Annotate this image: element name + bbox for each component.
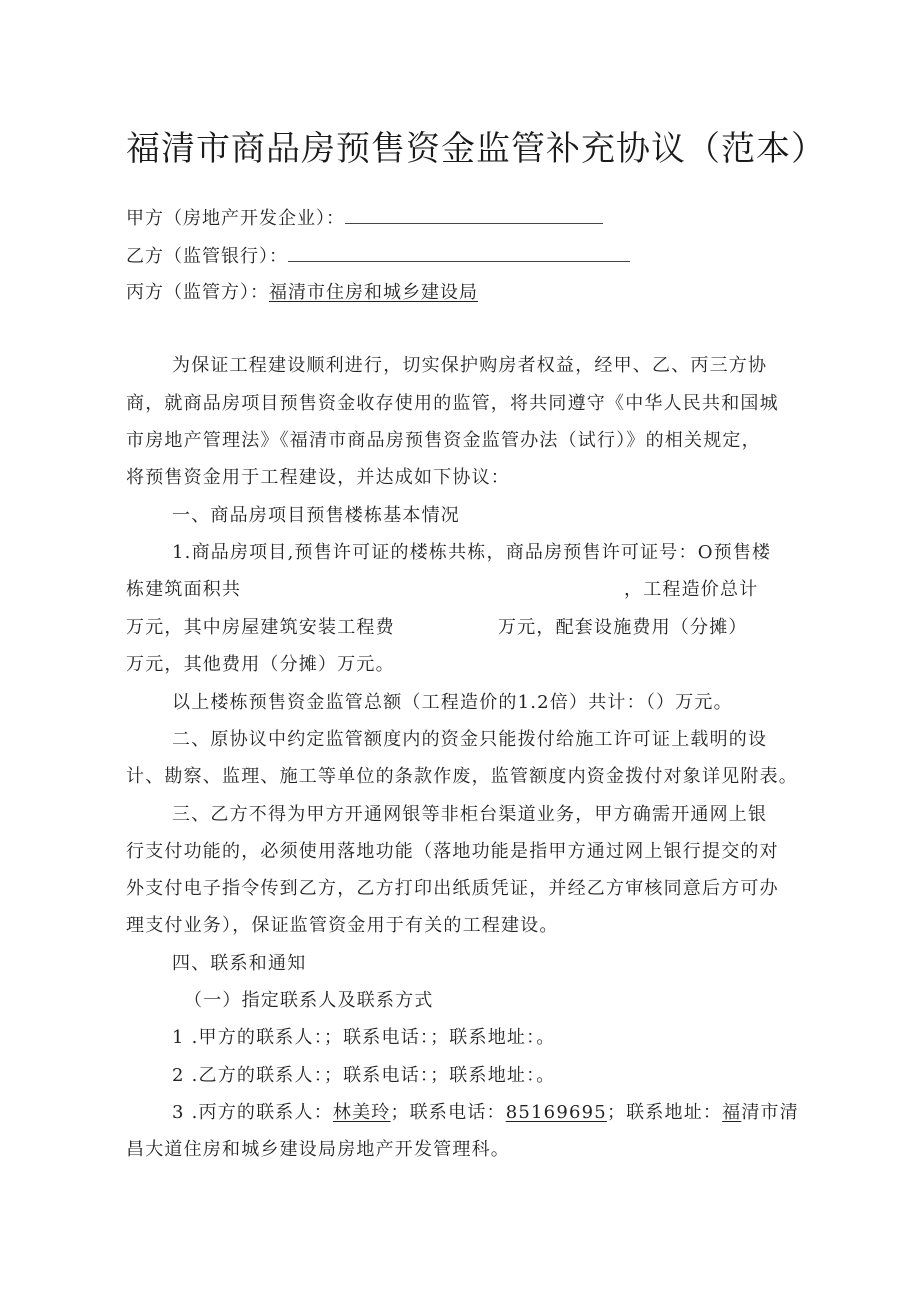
section-3-line-1: 三、乙方不得为甲方开通网银等非柜台渠道业务，甲方确需开通网上银: [172, 804, 768, 825]
contact-party-c-address-line-2: 昌大道住房和城乡建设局房地产开发管理科。: [126, 1139, 510, 1160]
contact-party-c-name: 林美玲: [332, 1102, 391, 1123]
section-2-line-2: 计、勘察、监理、施工等单位的条款作废，监管额度内资金拨付对象详见附表。: [126, 766, 798, 787]
section-1-total: 以上楼栋预售资金监管总额（工程造价的1.2倍）共计：（）万元。: [172, 692, 733, 713]
section-1-line-3a: 万元，其中房屋建筑安装工程费: [126, 617, 395, 638]
contact-party-c-address-rest: 清市清: [741, 1102, 799, 1123]
section-1-line-2a: 栋建筑面积共: [126, 579, 242, 600]
section-3-line-4: 理支付业务），保证监管资金用于有关的工程建设。: [126, 915, 559, 936]
section-4-subheading: （一）指定联系人及联系方式: [184, 990, 434, 1011]
party-a-blank: [345, 205, 603, 224]
party-b-line: [126, 243, 630, 270]
contact-party-b: 2 .乙方的联系人：；联系电话：；联系地址：。: [172, 1065, 556, 1086]
contact-party-c-phone-label: ；联系电话：: [390, 1102, 506, 1123]
section-3-line-3: 外支付电子指令传到乙方，乙方打印出纸质凭证，并经乙方审核同意后方可办: [126, 878, 779, 899]
section-1-line-4: 万元，其他费用（分摊）万元。: [126, 654, 395, 675]
section-3-line-2: 行支付功能的，必须使用落地功能（落地功能是指甲方通过网上银行提交的对: [126, 841, 779, 862]
contact-party-c-prefix: 3 .丙方的联系人：: [172, 1102, 333, 1123]
contact-party-c-address-label: ；联系地址：: [606, 1102, 723, 1123]
party-b-blank: [288, 243, 630, 262]
section-4-heading: 四、联系和通知: [172, 953, 307, 974]
intro-line-4: 将预售资金用于工程建设，并达成如下协议：: [126, 467, 510, 488]
contact-party-c-phone: 85169695: [505, 1102, 607, 1123]
party-a-label: 甲方（房地产开发企业）：: [126, 208, 345, 229]
party-b-label: 乙方（监管银行）：: [126, 246, 288, 267]
section-1-line-2b: ，工程造价总计: [624, 579, 759, 600]
contact-party-c: [172, 1100, 799, 1126]
intro-line-2: 商，就商品房项目预售资金收存使用的监管，将共同遵守《中华人民共和国城: [126, 393, 779, 414]
contact-party-c-address-first: 福: [722, 1102, 742, 1123]
contact-party-a: 1 .甲方的联系人：；联系电话：；联系地址：。: [172, 1027, 556, 1048]
party-a-line: [126, 205, 603, 232]
party-c-value: 福清市住房和城乡建设局: [269, 282, 478, 303]
intro-line-3: 市房地产管理法》《福清市商品房预售资金监管办法（试行）》的相关规定，: [126, 430, 761, 451]
section-1-heading: 一、商品房项目预售楼栋基本情况: [172, 505, 460, 526]
intro-line-1: 为保证工程建设顺利进行，切实保护购房者权益，经甲、乙、丙三方协: [172, 355, 768, 376]
section-1-line-3b: 万元，配套设施费用（分摊）: [498, 617, 748, 638]
party-c-label: 丙方（监管方）：: [126, 282, 269, 303]
section-2-line-1: 二、原协议中约定监管额度内的资金只能拨付给施工许可证上载明的设: [172, 729, 768, 750]
party-c-line: [126, 280, 478, 306]
document-title: 福清市商品房预售资金监管补充协议（范本）: [126, 129, 826, 169]
section-1-line-1: 1.商品房项目,预售许可证的楼栋共栋，商品房预售许可证号：O预售楼: [172, 542, 772, 563]
